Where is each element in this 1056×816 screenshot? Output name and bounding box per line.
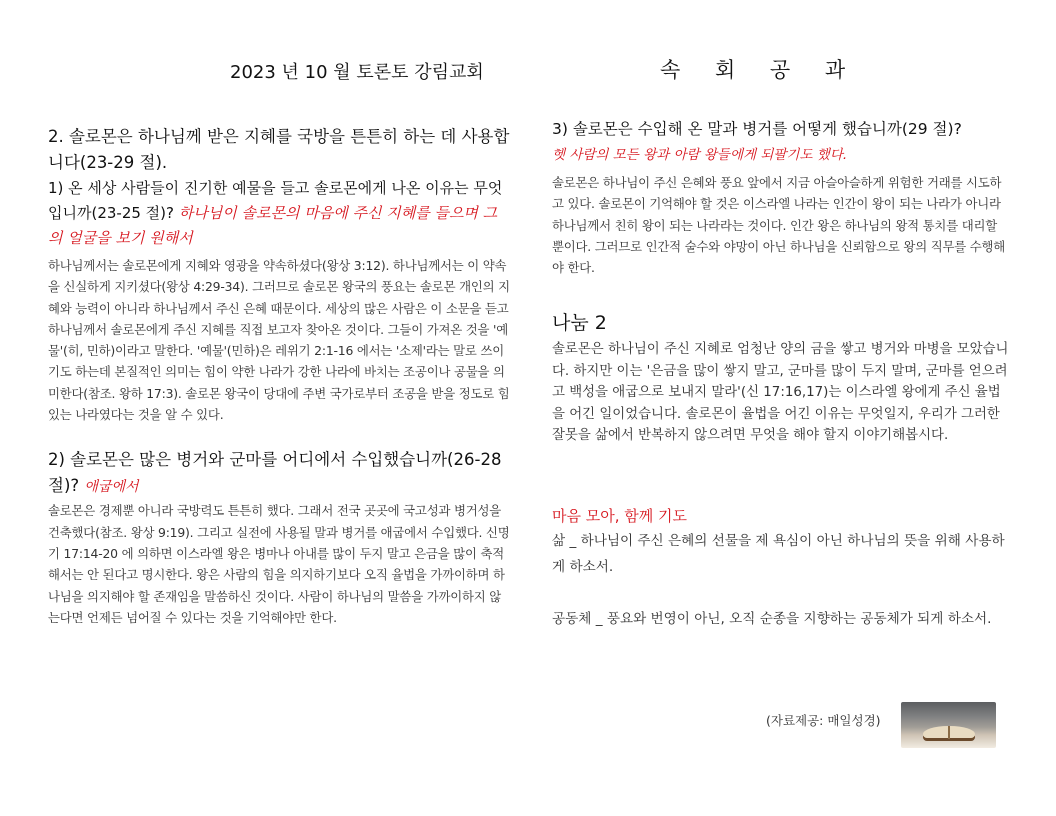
question-2-body: 솔로몬은 경제뿐 아니라 국방력도 튼튼히 했다. 그래서 전국 곳곳에 국고성과 병거성을 건축했다(참조. 왕상 9:19). 그리고 실전에 사용될 말과 병거를 애굽에서 수입했다. 신명기 17:14-20 에 의하면 이스라엘 왕은 병마나 아내를 많이 두지 말고 은금을 많이 축적해서는 안 된다고 명시한다. 왕은 사람의 힘을 의지하기보다 오직 율법을 가까이하며 하나님을 의지해야 할 존재임을 말씀하신 것이다. 사람이 하나님의 말씀을 가까이하지 않는다면 언제든 넘어질 수 있다는 것을 기억해야만 한다. [48,503,510,625]
question-3-answer: 헷 사람의 모든 왕과 아람 왕들에게 되팔기도 했다. [552,147,848,163]
question-1-body: 하나님께서는 솔로몬에게 지혜와 영광을 약속하셨다(왕상 3:12). 하나님께서는 이 약속을 신실하게 지키셨다(왕상 4:29-34). 그러므로 솔로몬 왕국의 풍요는 솔로몬 개인의 지혜와 능력이 아니라 하나님께서 주신 은혜 때문이다. 세상의 많은 사람은 이 소문을 듣고 하나님께서 솔로몬에게 주신 지혜를 직접 보고자 찾아온 것이다. 그들이 가져온 것을 '예물'(히, 민하)이라고 말한다. '예물'(민하)은 레위기 2:1-16 에서는 '소제'라는 말로 쓰이기도 하는데 본질적인 의미는 힘이 약한 나라가 강한 나라에 바치는 조공이나 공물을 의미한다(참조. 왕하 17:3). 솔로몬 왕국이 당대에 주변 국가로부터 조공을 받을 정도로 힘 있는 나라였다는 것을 알 수 있다. [48,258,510,423]
header-right-title: 속 회 공 과 [660,58,860,82]
question-3-body: 솔로몬은 하나님이 주신 은혜와 풍요 앞에서 지금 아슬아슬하게 위험한 거래를 시도하고 있다. 솔로몬이 기억해야 할 것은 이스라엘 나라는 인간이 왕이 되는 나라가 아니라 하나님께서 친히 왕이 되는 나라라는 것이다. 인간 왕은 하나님의 왕적 통치를 대리할 뿐이다. 그러므로 인간적 술수와 야망이 아닌 하나님을 신뢰함으로 왕의 직무를 수행해야 한다. [552,175,1006,276]
credit-note: (자료제공: 매일성경) [766,713,881,728]
prayer-life: 삶 _ 하나님이 주신 은혜의 선물을 제 욕심이 아닌 하나님의 뜻을 위해 사용하게 하소서. [552,532,1005,575]
question-2-text: 2) 솔로몬은 많은 병거와 군마를 어디에서 수입했습니까(26-28 절)? [48,450,502,496]
question-1-answer: 하나님이 솔로몬의 마음에 주신 지혜를 들으며 그의 얼굴을 보기 원해서 [48,204,498,247]
question-2-answer: 애굽에서 [84,479,139,496]
prayer-title: 마음 모아, 함께 기도 [552,506,687,525]
question-1 [48,176,510,251]
open-bible-photo-icon [901,702,996,748]
share-body: 솔로몬은 하나님이 주신 지혜로 엄청난 양의 금을 쌓고 병거와 마병을 모았습니다. 하지만 이는 '은금을 많이 쌓지 말고, 군마를 많이 두지 말며, 군마를 얻으려고 백성을 애굽으로 보내지 말라'(신 17:16,17)는 이스라엘 왕에게 주신 율법을 어긴 일이었습니다. 솔로몬이 율법을 어긴 이유는 무엇일지, 우리가 그러한 잘못을 삶에서 반복하지 않으려면 무엇을 해야 할지 이야기해봅시다. [552,342,1009,444]
prayer-community: 공동체 _ 풍요와 번영이 아닌, 오직 순종을 지향하는 공동체가 되게 하소서. [552,610,992,627]
left-column [48,124,510,628]
right-column [552,116,1012,632]
question-2 [48,447,510,500]
question-3-text: 3) 솔로몬은 수입해 온 말과 병거를 어떻게 했습니까(29 절)? [552,120,962,138]
section-2-title: 2. 솔로몬은 하나님께 받은 지혜를 국방을 튼튼히 하는 데 사용합니다(23-29 절). [48,127,510,172]
book-spine [948,726,950,739]
share-title: 나눔 2 [552,312,607,335]
header-left-title: 2023 년 10 월 토론토 강림교회 [230,62,484,83]
question-1-text: 1) 온 세상 사람들이 진기한 예물을 들고 솔로몬에게 나온 이유는 무엇입니까(23-25 절)? [48,179,503,222]
